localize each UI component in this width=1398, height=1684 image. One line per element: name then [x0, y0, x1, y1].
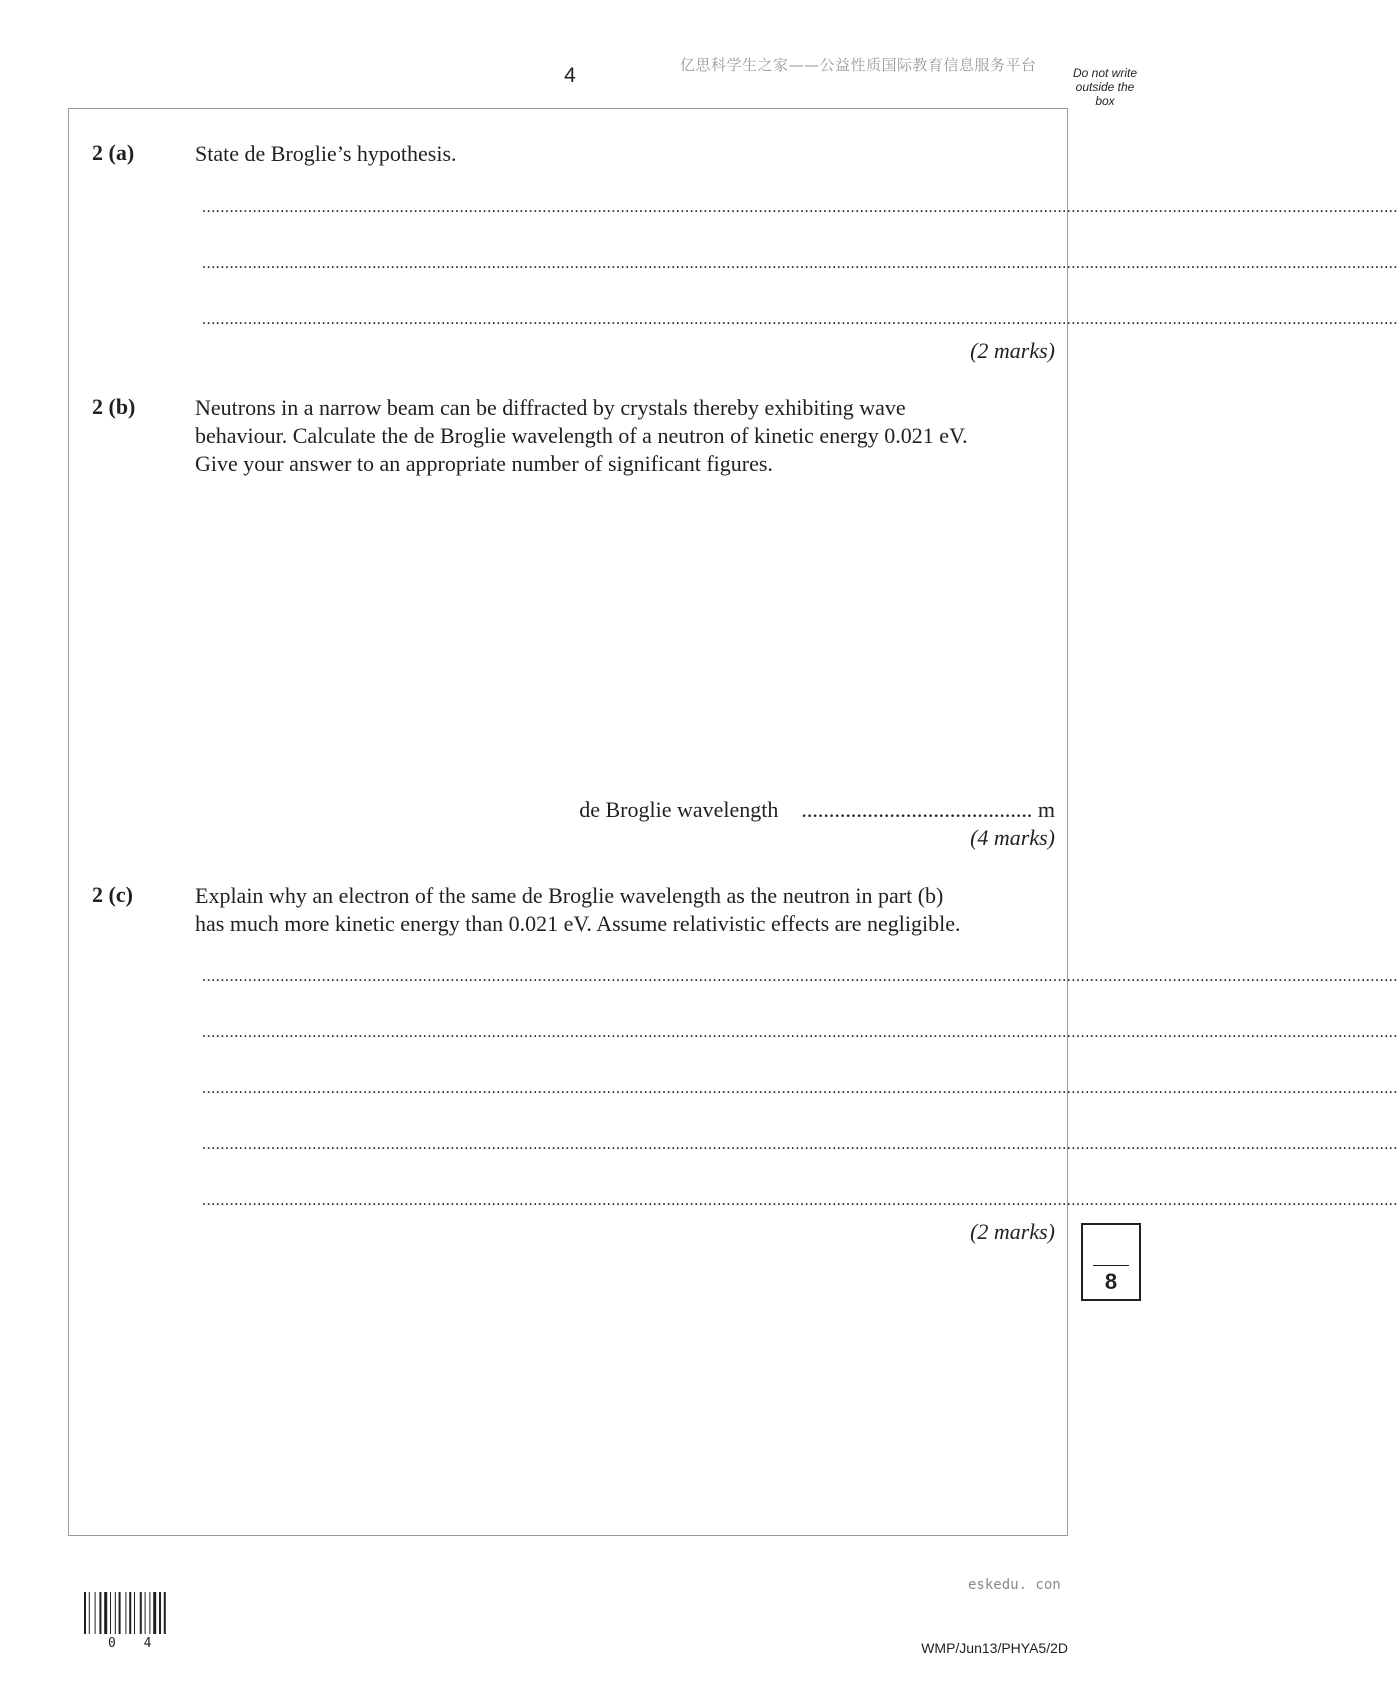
answer-line-2c-1[interactable]: ....................................................................................................................................................................................................................................................................: [202, 968, 1398, 985]
wavelength-answer-line: [579, 797, 1055, 823]
question-2a-marks: (2 marks): [970, 338, 1055, 363]
question-2c-marks: (2 marks): [970, 1219, 1055, 1244]
answer-line-2a-1[interactable]: ....................................................................................................................................................................................................................................................................: [202, 199, 1398, 216]
page-number: 4: [564, 64, 576, 87]
answer-line-2c-4[interactable]: ....................................................................................................................................................................................................................................................................: [202, 1136, 1398, 1153]
question-2c-text: [195, 882, 1065, 938]
score-rule: [1093, 1265, 1129, 1266]
barcode-number: 0 4: [108, 1636, 162, 1651]
margin-note-line: Do not write: [1072, 66, 1138, 80]
answer-line-2a-3[interactable]: ....................................................................................................................................................................................................................................................................: [202, 311, 1398, 328]
answer-line-2a-2[interactable]: ....................................................................................................................................................................................................................................................................: [202, 255, 1398, 272]
question-2b-line: behaviour. Calculate the de Broglie wavelength of a neutron of kinetic energy 0.021 eV.: [195, 423, 968, 448]
answer-line-2c-2[interactable]: ....................................................................................................................................................................................................................................................................: [202, 1024, 1398, 1041]
question-2b-line: Neutrons in a narrow beam can be diffracted by crystals thereby exhibiting wave: [195, 395, 906, 420]
wavelength-answer-field[interactable]: ..........................................: [801, 797, 1033, 822]
barcode: [84, 1592, 178, 1634]
question-2c-line: Explain why an electron of the same de Broglie wavelength as the neutron in part (b): [195, 883, 944, 908]
score-box: [1081, 1223, 1141, 1301]
paper-code: WMP/Jun13/PHYA5/2D: [921, 1640, 1068, 1656]
question-2c-line: has much more kinetic energy than 0.021 eV. Assume relativistic effects are negligible.: [195, 911, 961, 936]
question-2b-marks: (4 marks): [970, 825, 1055, 850]
margin-note-line: box: [1095, 94, 1115, 108]
question-2b-line: Give your answer to an appropriate number of significant figures.: [195, 451, 773, 476]
question-2b-number: 2 (b): [92, 394, 136, 419]
score-total: 8: [1104, 1269, 1118, 1294]
footer-watermark: eskedu. con: [968, 1577, 1061, 1593]
answer-line-2c-3[interactable]: ....................................................................................................................................................................................................................................................................: [202, 1080, 1398, 1097]
answer-unit: m: [1037, 797, 1055, 822]
question-2a-text: State de Broglie’s hypothesis.: [195, 141, 457, 166]
question-2c-number: 2 (c): [92, 882, 133, 907]
question-2b-text: [195, 394, 1065, 478]
answer-line-2c-5[interactable]: ....................................................................................................................................................................................................................................................................: [202, 1192, 1398, 1209]
margin-note-line: outside the: [1075, 80, 1135, 94]
margin-note: [1062, 66, 1148, 108]
question-2a-number: 2 (a): [92, 140, 135, 165]
answer-label: de Broglie wavelength: [579, 797, 779, 822]
header-watermark: 亿思科学生之家——公益性质国际教育信息服务平台: [680, 56, 1037, 74]
